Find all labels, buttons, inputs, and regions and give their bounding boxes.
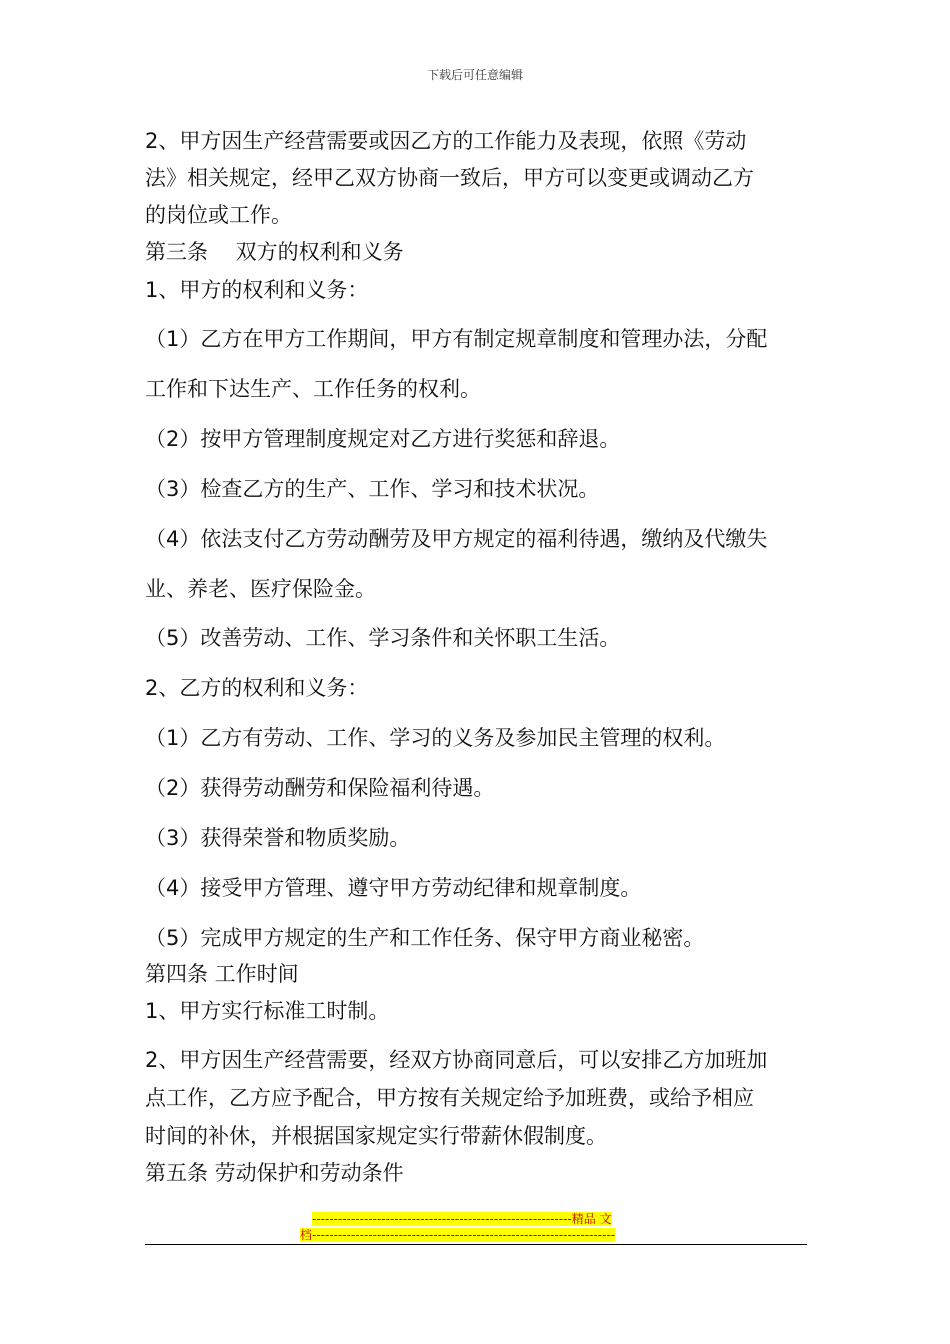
- list-item: （3）获得荣誉和物质奖励。: [145, 826, 411, 850]
- paragraph-line: 1、甲方实行标准工时制。: [145, 999, 390, 1023]
- list-item: （1）乙方在甲方工作期间，甲方有制定规章制度和管理办法，分配: [145, 327, 768, 351]
- subsection-heading: 1、甲方的权利和义务：: [145, 278, 369, 302]
- list-item-continuation: 工作和下达生产、工作任务的权利。: [145, 377, 481, 401]
- footer-mark-line2: 档----------------------------------------------------------------------: [300, 1228, 616, 1242]
- section-heading: 第三条 双方的权利和义务: [145, 240, 404, 264]
- paragraph-line: 点工作，乙方应予配合，甲方按有关规定给予加班费，或给予相应: [145, 1086, 754, 1110]
- list-item: （3）检查乙方的生产、工作、学习和技术状况。: [145, 477, 600, 501]
- list-item: （4）依法支付乙方劳动酬劳及甲方规定的福利待遇，缴纳及代缴失: [145, 527, 768, 551]
- list-item: （5）改善劳动、工作、学习条件和关怀职工生活。: [145, 626, 621, 650]
- section-heading: 第四条 工作时间: [145, 962, 299, 986]
- footer-divider: [145, 1244, 807, 1245]
- paragraph-line: 时间的补休，并根据国家规定实行带薪休假制度。: [145, 1124, 607, 1148]
- paragraph-line: 法》相关规定，经甲乙双方协商一致后，甲方可以变更或调动乙方: [145, 166, 754, 190]
- subsection-heading: 2、乙方的权利和义务：: [145, 676, 369, 700]
- footer-watermark: [300, 1211, 650, 1243]
- footer-mark-line1: ------------------------------------------------------------精品 文: [312, 1212, 612, 1226]
- section-heading: 第五条 劳动保护和劳动条件: [145, 1161, 404, 1185]
- paragraph-line: 2、甲方因生产经营需要或因乙方的工作能力及表现，依照《劳动: [145, 129, 747, 153]
- list-item: （4）接受甲方管理、遵守甲方劳动纪律和规章制度。: [145, 876, 642, 900]
- header-note: 下载后可任意编辑: [426, 68, 523, 82]
- list-item: （2）获得劳动酬劳和保险福利待遇。: [145, 776, 495, 800]
- list-item: （2）按甲方管理制度规定对乙方进行奖惩和辞退。: [145, 427, 621, 451]
- list-item: （5）完成甲方规定的生产和工作任务、保守甲方商业秘密。: [145, 926, 705, 950]
- paragraph-line: 的岗位或工作。: [145, 203, 292, 227]
- list-item: （1）乙方有劳动、工作、学习的义务及参加民主管理的权利。: [145, 726, 726, 750]
- list-item-continuation: 业、养老、医疗保险金。: [145, 577, 376, 601]
- paragraph-line: 2、甲方因生产经营需要，经双方协商同意后，可以安排乙方加班加: [145, 1048, 768, 1072]
